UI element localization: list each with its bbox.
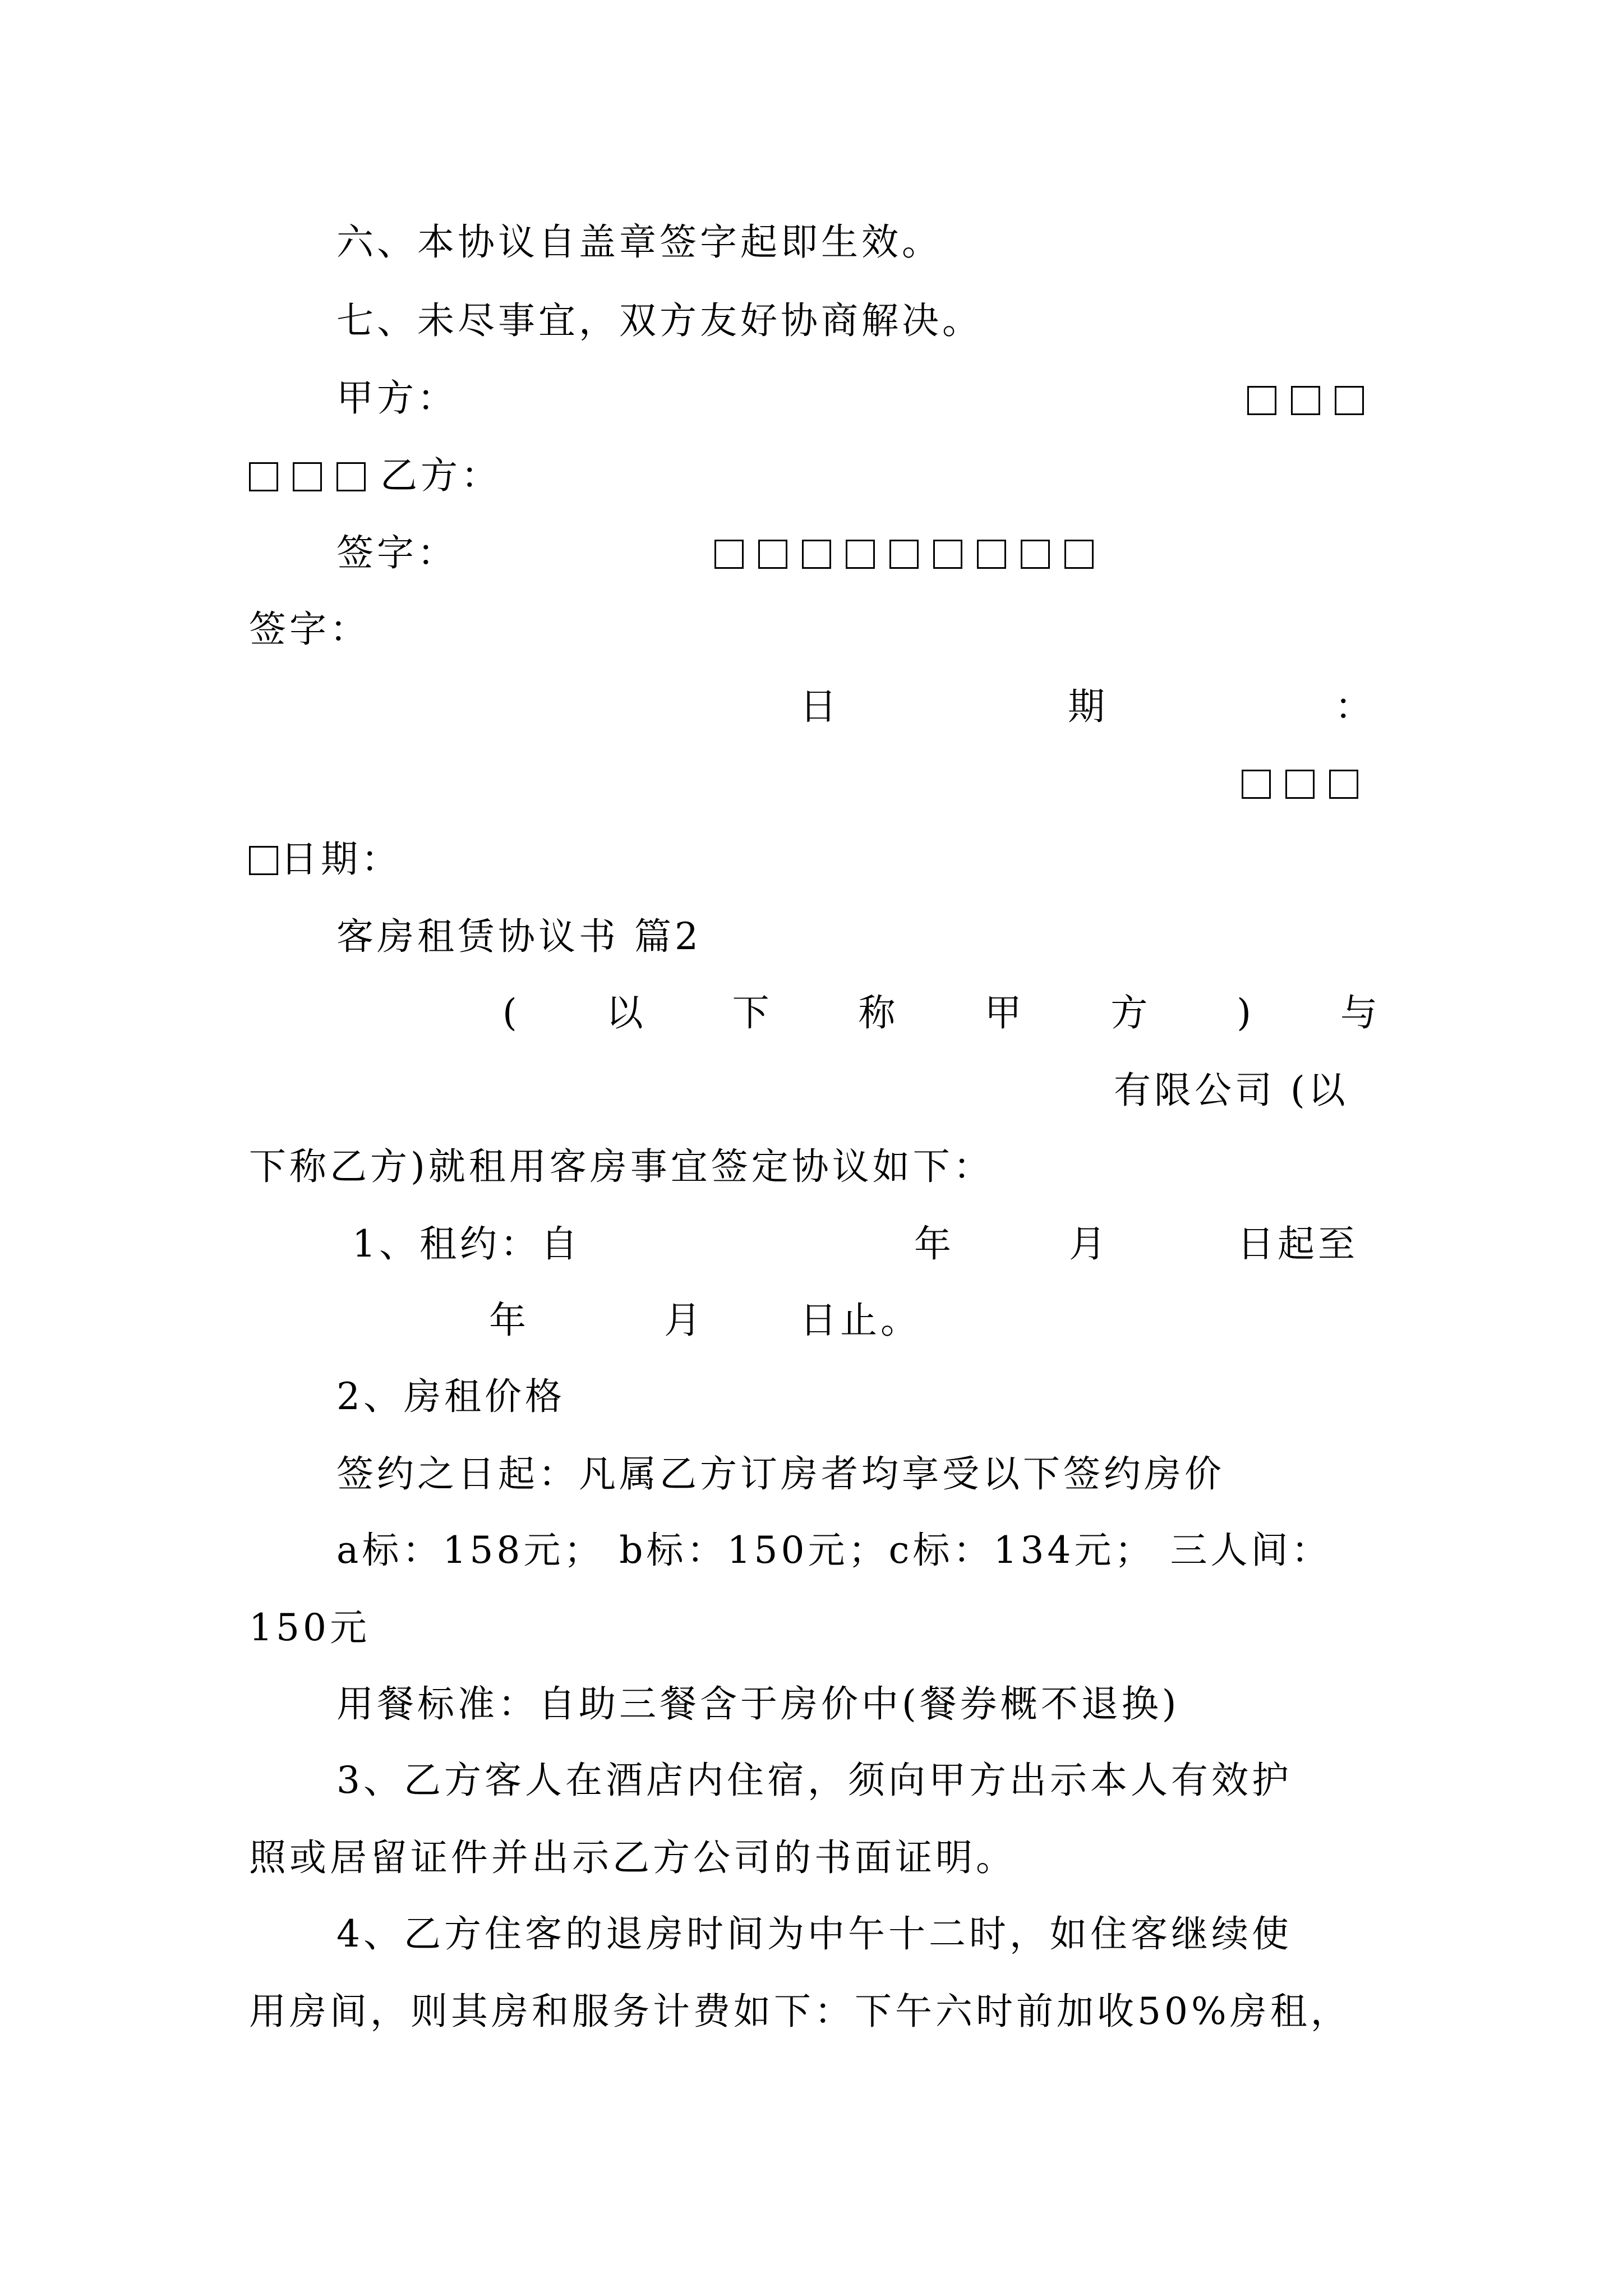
signature-a-label: 签字： [336,531,458,574]
price-intro: 签约之日起：凡属乙方订房者均享受以下签约房价 [336,1452,1225,1496]
spread-char: 方 [1110,991,1148,1034]
meal-standard: 用餐标准：自助三餐含于房价中(餐券概不退换) [336,1682,1180,1726]
blank-box [1247,386,1276,415]
blank-box [1285,770,1315,799]
blank-box [249,462,278,491]
blank-box [1242,770,1271,799]
term-day-until: 日起至 [1237,1222,1358,1266]
blank-box [758,540,787,569]
spread-char: ) [1237,991,1252,1034]
spread-char: ( [502,991,517,1034]
blank-box [1329,770,1358,799]
spread-char: 以 [606,991,643,1034]
blank-box [336,462,366,491]
spread-char: 称 [858,991,896,1034]
clause-4: 4、乙方住客的退房时间为中午十二时，如住客继续使 [336,1912,1292,1955]
blank-box [249,846,278,875]
term-end-month: 月 [664,1299,704,1342]
blank-box [1064,540,1094,569]
spread-char: 与 [1340,991,1377,1034]
party-b-row [249,453,501,498]
blank-box [933,540,962,569]
date-b-label: 日期： [280,838,402,881]
signature-blank-boxes [714,531,1108,576]
clause-3-continuation: 照或居留证件并出示乙方公司的书面证明。 [249,1836,1016,1879]
date-char-qi: 期 [1068,685,1108,728]
date-char-ri: 日 [800,685,840,728]
term-start: 1、租约：自 [352,1222,581,1266]
term-year: 年 [914,1222,955,1266]
clause-3: 3、乙方客人在酒店内住宿，须向甲方出示本人有效护 [336,1759,1292,1802]
intro-spread-line [502,991,1377,1036]
blank-box [889,540,919,569]
date-colon: ： [1335,685,1375,728]
price-list-continuation: 150元 [249,1606,370,1649]
term-end-year: 年 [489,1299,529,1342]
blank-box [714,540,744,569]
blank-box [293,462,322,491]
section-heading: 客房租赁协议书 篇2 [336,915,702,958]
blank-box [802,540,831,569]
signature-b-label: 签字： [249,608,370,651]
party-a-label: 甲方： [336,376,458,420]
intro-continuation: 下称乙方)就租用客房事宜签定协议如下： [249,1145,994,1188]
company-line: 有限公司 (以 [1114,1069,1349,1112]
term-end-day: 日止。 [800,1299,921,1342]
blank-box [1335,386,1364,415]
blank-box [846,540,875,569]
price-heading: 2、房租价格 [336,1375,565,1418]
date-b-row [249,837,402,882]
clause-4-continuation: 用房间，则其房和服务计费如下：下午六时前加收50%房租， [249,1990,1351,2033]
clause-six: 六、本协议自盖章签字起即生效。 [336,220,942,264]
party-a-blank-boxes [1247,377,1378,422]
spread-char: 甲 [984,991,1022,1034]
party-b-label: 乙方： [380,454,501,497]
blank-box [1021,540,1050,569]
clause-seven: 七、未尽事宜，双方友好协商解决。 [336,299,983,342]
term-month: 月 [1069,1222,1109,1266]
spread-char: 下 [732,991,769,1034]
date-blank-boxes [1242,761,1373,806]
blank-box [977,540,1006,569]
price-list: a标：158元； b标：150元；c标：134元； 三人间： [336,1529,1332,1572]
blank-box [1291,386,1320,415]
